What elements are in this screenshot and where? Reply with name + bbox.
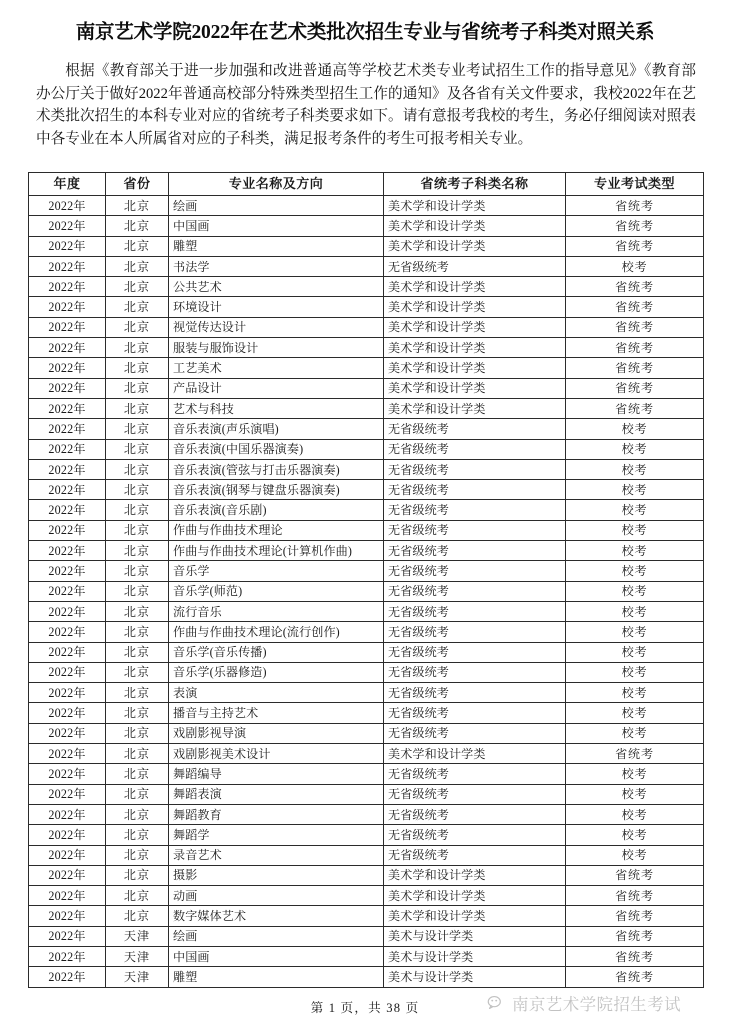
cell-province: 北京 [106,277,169,297]
cell-subject: 无省级统考 [384,703,566,723]
cell-year: 2022年 [29,865,106,885]
cell-province: 北京 [106,236,169,256]
cell-province: 北京 [106,358,169,378]
cell-year: 2022年 [29,196,106,216]
cell-subject: 无省级统考 [384,581,566,601]
cell-subject: 无省级统考 [384,683,566,703]
cell-year: 2022年 [29,256,106,276]
cell-subject: 无省级统考 [384,520,566,540]
table-row [29,642,704,662]
cell-year: 2022年 [29,459,106,479]
cell-subject: 无省级统考 [384,439,566,459]
cell-major: 数字媒体艺术 [169,906,384,926]
cell-major: 环境设计 [169,297,384,317]
table-row [29,358,704,378]
cell-province: 北京 [106,662,169,682]
table-row [29,703,704,723]
cell-subject: 美术学和设计学类 [384,317,566,337]
column-header-province: 省份 [106,173,169,196]
cell-province: 北京 [106,804,169,824]
table-row [29,256,704,276]
watermark-label: 南京艺术学院招生考试 [512,996,681,1014]
cell-examtype: 校考 [566,845,704,865]
cell-province: 北京 [106,764,169,784]
column-header-examtype: 专业考试类型 [566,173,704,196]
table-row [29,723,704,743]
comparison-table [28,172,704,988]
cell-major: 舞蹈学 [169,825,384,845]
cell-subject: 美术学和设计学类 [384,886,566,906]
table-row [29,845,704,865]
table-row [29,378,704,398]
cell-examtype: 校考 [566,723,704,743]
cell-examtype: 校考 [566,256,704,276]
cell-province: 北京 [106,459,169,479]
column-header-year: 年度 [29,173,106,196]
cell-province: 北京 [106,378,169,398]
cell-examtype: 省统考 [566,865,704,885]
cell-subject: 无省级统考 [384,804,566,824]
comparison-table-container [28,172,703,988]
cell-subject: 美术学和设计学类 [384,338,566,358]
cell-province: 北京 [106,520,169,540]
cell-examtype: 校考 [566,459,704,479]
cell-year: 2022年 [29,784,106,804]
cell-province: 北京 [106,338,169,358]
table-row [29,561,704,581]
cell-province: 北京 [106,317,169,337]
cell-year: 2022年 [29,601,106,621]
cell-subject: 无省级统考 [384,662,566,682]
cell-subject: 无省级统考 [384,561,566,581]
cell-major: 服装与服饰设计 [169,338,384,358]
cell-major: 流行音乐 [169,601,384,621]
cell-province: 天津 [106,926,169,946]
cell-year: 2022年 [29,703,106,723]
cell-subject: 美术学和设计学类 [384,358,566,378]
table-row [29,601,704,621]
cell-subject: 无省级统考 [384,419,566,439]
cell-province: 北京 [106,480,169,500]
cell-year: 2022年 [29,480,106,500]
cell-examtype: 省统考 [566,946,704,966]
cell-examtype: 校考 [566,439,704,459]
cell-subject: 美术与设计学类 [384,946,566,966]
table-row [29,967,704,987]
cell-examtype: 省统考 [566,967,704,987]
cell-year: 2022年 [29,622,106,642]
cell-examtype: 校考 [566,662,704,682]
page-title: 南京艺术学院2022年在艺术类批次招生专业与省统考子科类对照关系 [75,22,655,43]
cell-major: 音乐学(音乐传播) [169,642,384,662]
cell-year: 2022年 [29,317,106,337]
cell-province: 北京 [106,256,169,276]
table-row [29,480,704,500]
cell-province: 北京 [106,622,169,642]
cell-year: 2022年 [29,581,106,601]
table-row [29,622,704,642]
cell-examtype: 省统考 [566,317,704,337]
cell-province: 北京 [106,886,169,906]
cell-examtype: 校考 [566,480,704,500]
cell-subject: 无省级统考 [384,642,566,662]
cell-subject: 美术与设计学类 [384,926,566,946]
cell-subject: 美术学和设计学类 [384,277,566,297]
cell-subject: 无省级统考 [384,459,566,479]
cell-major: 音乐学(师范) [169,581,384,601]
cell-year: 2022年 [29,541,106,561]
cell-major: 表演 [169,683,384,703]
cell-year: 2022年 [29,236,106,256]
table-row [29,906,704,926]
table-row [29,277,704,297]
cell-major: 舞蹈表演 [169,784,384,804]
cell-major: 中国画 [169,216,384,236]
cell-examtype: 省统考 [566,906,704,926]
cell-major: 作曲与作曲技术理论(计算机作曲) [169,541,384,561]
cell-major: 戏剧影视导演 [169,723,384,743]
cell-province: 北京 [106,825,169,845]
cell-major: 摄影 [169,865,384,885]
table-row [29,398,704,418]
cell-year: 2022年 [29,642,106,662]
cell-year: 2022年 [29,906,106,926]
cell-year: 2022年 [29,520,106,540]
table-row [29,581,704,601]
cell-examtype: 校考 [566,581,704,601]
cell-province: 天津 [106,967,169,987]
table-row [29,825,704,845]
cell-major: 作曲与作曲技术理论 [169,520,384,540]
cell-province: 北京 [106,216,169,236]
cell-subject: 无省级统考 [384,825,566,845]
cell-subject: 美术学和设计学类 [384,297,566,317]
cell-province: 北京 [106,541,169,561]
cell-major: 音乐表演(音乐剧) [169,500,384,520]
cell-examtype: 校考 [566,804,704,824]
cell-major: 中国画 [169,946,384,966]
cell-major: 音乐表演(中国乐器演奏) [169,439,384,459]
cell-major: 音乐学(乐器修造) [169,662,384,682]
table-row [29,744,704,764]
cell-examtype: 校考 [566,541,704,561]
table-header-row [29,173,704,196]
cell-year: 2022年 [29,886,106,906]
cell-major: 舞蹈编导 [169,764,384,784]
cell-year: 2022年 [29,967,106,987]
cell-examtype: 省统考 [566,277,704,297]
cell-examtype: 校考 [566,520,704,540]
cell-subject: 美术学和设计学类 [384,216,566,236]
table-row [29,459,704,479]
cell-major: 录音艺术 [169,845,384,865]
cell-province: 北京 [106,865,169,885]
table-row [29,297,704,317]
cell-province: 北京 [106,581,169,601]
table-row [29,500,704,520]
cell-major: 音乐学 [169,561,384,581]
cell-examtype: 省统考 [566,196,704,216]
cell-province: 北京 [106,723,169,743]
cell-year: 2022年 [29,500,106,520]
cell-examtype: 校考 [566,703,704,723]
intro-paragraph: 根据《教育部关于进一步加强和改进普通高等学校艺术类专业考试招生工作的指导意见》《教育部办公厅关于做好2022年普通高校部分特殊类型招生工作的通知》及各省有关文件要求，我校2022年在艺术类批次招生的本科专业对应的省统考子科类要求如下。请有意报考我校的考生，务必仔细阅读对照表中各专业在本人所属省对应的子科类，满足报考条件的考生可报考相关专业。 [36,63,696,147]
cell-year: 2022年 [29,662,106,682]
cell-province: 北京 [106,642,169,662]
cell-year: 2022年 [29,764,106,784]
cell-province: 天津 [106,946,169,966]
cell-province: 北京 [106,500,169,520]
cell-subject: 无省级统考 [384,601,566,621]
cell-year: 2022年 [29,297,106,317]
cell-year: 2022年 [29,277,106,297]
cell-examtype: 省统考 [566,236,704,256]
table-row [29,865,704,885]
cell-examtype: 省统考 [566,378,704,398]
cell-subject: 无省级统考 [384,500,566,520]
cell-subject: 无省级统考 [384,845,566,865]
table-row [29,764,704,784]
page-number-footer: 第 1 页，共 38 页 [310,1001,420,1015]
cell-examtype: 校考 [566,601,704,621]
cell-province: 北京 [106,398,169,418]
cell-province: 北京 [106,703,169,723]
cell-year: 2022年 [29,926,106,946]
cell-province: 北京 [106,196,169,216]
cell-examtype: 校考 [566,784,704,804]
table-body [29,196,704,988]
table-row [29,439,704,459]
cell-year: 2022年 [29,216,106,236]
cell-major: 绘画 [169,926,384,946]
cell-examtype: 省统考 [566,744,704,764]
column-header-subject: 省统考子科类名称 [384,173,566,196]
cell-year: 2022年 [29,398,106,418]
cell-year: 2022年 [29,804,106,824]
cell-major: 音乐表演(钢琴与键盘乐器演奏) [169,480,384,500]
cell-examtype: 校考 [566,622,704,642]
table-row [29,541,704,561]
cell-subject: 无省级统考 [384,256,566,276]
cell-subject: 无省级统考 [384,784,566,804]
cell-examtype: 省统考 [566,926,704,946]
table-row [29,662,704,682]
table-row [29,926,704,946]
cell-subject: 美术学和设计学类 [384,378,566,398]
cell-year: 2022年 [29,723,106,743]
cell-examtype: 省统考 [566,297,704,317]
cell-year: 2022年 [29,825,106,845]
cell-major: 雕塑 [169,236,384,256]
cell-subject: 无省级统考 [384,480,566,500]
cell-major: 作曲与作曲技术理论(流行创作) [169,622,384,642]
cell-province: 北京 [106,744,169,764]
cell-subject: 无省级统考 [384,622,566,642]
cell-subject: 美术学和设计学类 [384,236,566,256]
cell-subject: 无省级统考 [384,764,566,784]
table-row [29,216,704,236]
cell-year: 2022年 [29,419,106,439]
cell-major: 动画 [169,886,384,906]
cell-examtype: 校考 [566,825,704,845]
cell-province: 北京 [106,601,169,621]
table-row [29,236,704,256]
cell-province: 北京 [106,297,169,317]
table-row [29,196,704,216]
cell-examtype: 省统考 [566,398,704,418]
cell-year: 2022年 [29,946,106,966]
cell-year: 2022年 [29,683,106,703]
cell-year: 2022年 [29,561,106,581]
table-row [29,317,704,337]
cell-province: 北京 [106,561,169,581]
cell-examtype: 校考 [566,764,704,784]
cell-year: 2022年 [29,338,106,358]
table-row [29,804,704,824]
cell-province: 北京 [106,439,169,459]
cell-year: 2022年 [29,439,106,459]
cell-subject: 美术学和设计学类 [384,906,566,926]
table-row [29,338,704,358]
cell-subject: 美术与设计学类 [384,967,566,987]
cell-major: 音乐表演(声乐演唱) [169,419,384,439]
cell-major: 音乐表演(管弦与打击乐器演奏) [169,459,384,479]
cell-major: 艺术与科技 [169,398,384,418]
cell-examtype: 校考 [566,683,704,703]
cell-major: 绘画 [169,196,384,216]
cell-major: 公共艺术 [169,277,384,297]
cell-examtype: 省统考 [566,216,704,236]
cell-major: 播音与主持艺术 [169,703,384,723]
cell-year: 2022年 [29,358,106,378]
cell-major: 戏剧影视美术设计 [169,744,384,764]
cell-year: 2022年 [29,845,106,865]
cell-year: 2022年 [29,378,106,398]
cell-province: 北京 [106,784,169,804]
cell-province: 北京 [106,845,169,865]
cell-subject: 无省级统考 [384,723,566,743]
cell-major: 工艺美术 [169,358,384,378]
cell-examtype: 校考 [566,642,704,662]
cell-major: 产品设计 [169,378,384,398]
cell-examtype: 省统考 [566,886,704,906]
cell-major: 视觉传达设计 [169,317,384,337]
cell-examtype: 校考 [566,500,704,520]
table-row [29,419,704,439]
cell-province: 北京 [106,906,169,926]
table-row [29,946,704,966]
cell-examtype: 校考 [566,419,704,439]
cell-examtype: 省统考 [566,358,704,378]
table-row [29,683,704,703]
table-row [29,520,704,540]
cell-examtype: 校考 [566,561,704,581]
column-header-major: 专业名称及方向 [169,173,384,196]
cell-examtype: 省统考 [566,338,704,358]
table-row [29,784,704,804]
cell-subject: 美术学和设计学类 [384,865,566,885]
cell-province: 北京 [106,419,169,439]
cell-year: 2022年 [29,744,106,764]
cell-province: 北京 [106,683,169,703]
cell-subject: 美术学和设计学类 [384,744,566,764]
cell-major: 舞蹈教育 [169,804,384,824]
cell-major: 书法学 [169,256,384,276]
table-row [29,886,704,906]
cell-subject: 无省级统考 [384,541,566,561]
cell-subject: 美术学和设计学类 [384,398,566,418]
cell-major: 雕塑 [169,967,384,987]
cell-subject: 美术学和设计学类 [384,196,566,216]
